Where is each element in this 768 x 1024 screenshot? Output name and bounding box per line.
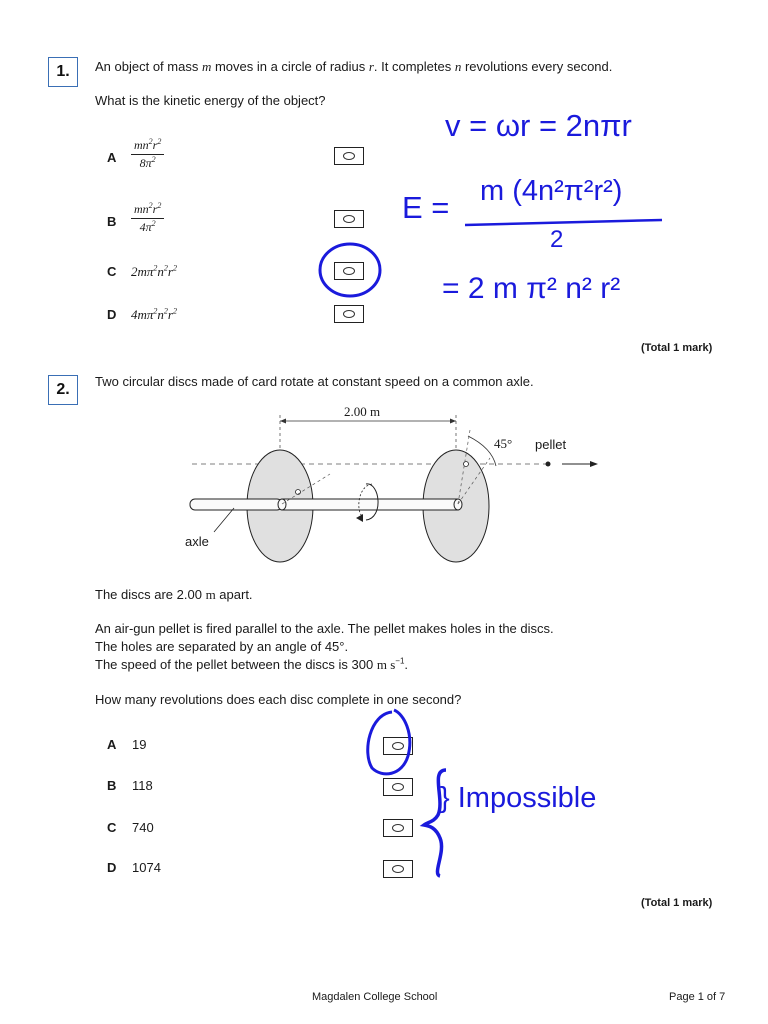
q1-option-b-formula: $\frac{mn^2r^2}{4\pi^2}$: [131, 202, 164, 235]
q1-option-d-formula: $4m\pi^2n^2r^2$: [131, 306, 177, 322]
question-1-number: 1.: [48, 57, 78, 87]
q1-option-b-letter: B: [107, 214, 117, 229]
angle-label: 45°: [494, 436, 513, 451]
q2-answer-circle: [368, 710, 410, 774]
handwritten-velocity-note: v = ωr = 2nπr: [445, 108, 632, 143]
question-2-total-mark: (Total 1 mark): [641, 897, 713, 909]
handwritten-energy-numerator: m (4n²π²r²): [480, 175, 623, 207]
q2-option-b-value: 118: [132, 778, 153, 793]
question-2-stem: Two circular discs made of card rotate at constant speed on a common axle.: [95, 374, 534, 389]
q2-speed-statement: The speed of the pellet between the discs is 300 m $s^{-1}$.: [95, 656, 409, 672]
handwritten-energy-lhs: E =: [402, 190, 450, 225]
handwritten-impossible-note: } Impossible: [440, 782, 597, 814]
question-1-prompt: What is the kinetic energy of the object?: [95, 93, 326, 108]
q1-answer-circle: [320, 244, 380, 296]
q2-option-d-letter: D: [107, 860, 117, 875]
q1-option-d-letter: D: [107, 307, 117, 322]
handwritten-energy-denominator: 2: [550, 226, 564, 253]
footer-school-name: Magdalen College School: [312, 991, 438, 1003]
q2-distance-statement: The discs are 2.00 m apart.: [95, 587, 253, 602]
disc-distance-label: 2.00 m: [344, 404, 381, 419]
question-1-stem: An object of mass m moves in a circle of radius r. It completes n revolutions every second.: [95, 59, 613, 74]
q2-angle-statement: The holes are separated by an angle of 45°.: [95, 639, 349, 654]
q2-option-b-letter: B: [107, 778, 117, 793]
question-2-number: 2.: [48, 375, 78, 405]
q1-option-a-letter: A: [107, 150, 117, 165]
q2-option-a-letter: A: [107, 737, 117, 752]
q2-option-d-value: 1074: [132, 860, 161, 875]
energy-fraction-bar: [465, 220, 662, 225]
handwritten-energy-result: = 2 m π² n² r²: [442, 272, 621, 305]
q1-option-c-letter: C: [107, 264, 117, 279]
pellet-label: pellet: [535, 437, 567, 452]
q2-pellet-statement: An air-gun pellet is fired parallel to the axle. The pellet makes holes in the discs.: [95, 621, 554, 636]
q2-option-a-value: 19: [132, 737, 147, 752]
q2-option-c-value: 740: [132, 820, 154, 835]
question-1-total-mark: (Total 1 mark): [641, 342, 713, 354]
question-2-prompt: How many revolutions does each disc complete in one second?: [95, 692, 462, 707]
axle-label: axle: [185, 534, 209, 549]
footer-page-number: Page 1 of 7: [669, 991, 726, 1003]
q1-option-a-formula: $\frac{mn^2r^2}{8\pi^2}$: [131, 138, 164, 171]
q2-option-c-letter: C: [107, 820, 117, 835]
q1-option-c-formula: $2m\pi^2n^2r^2$: [131, 263, 177, 279]
